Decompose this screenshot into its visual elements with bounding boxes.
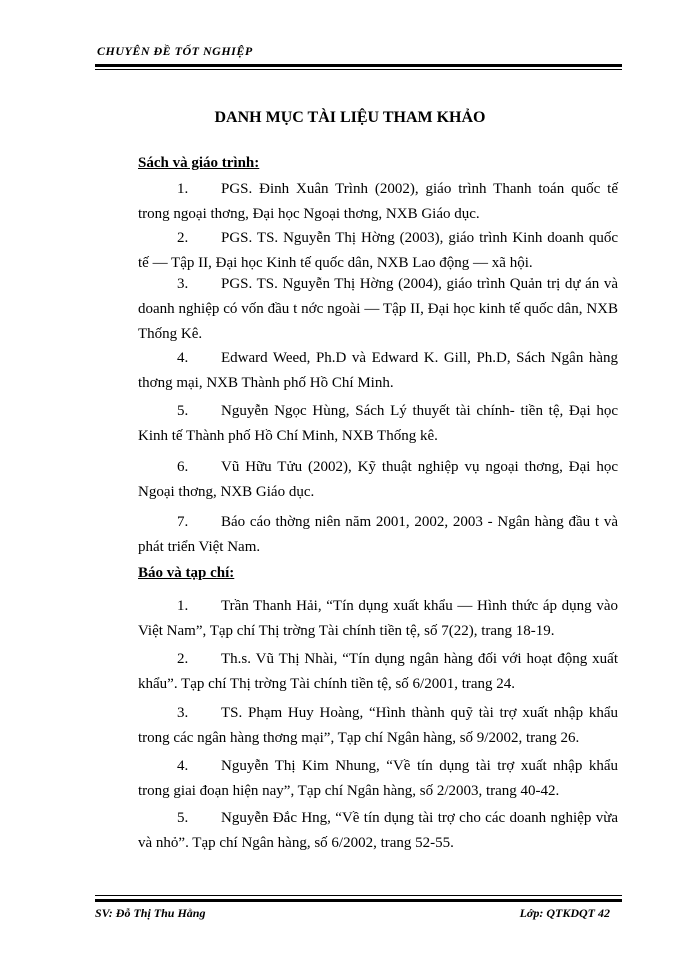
list-item xyxy=(138,177,618,227)
item-text: Edward Weed, Ph.D và Edward K. Gill, Ph.D, Sách Ngân hàng thơng mại, NXB Thành phố Hồ Chí Minh. xyxy=(138,350,618,391)
section-heading-books: Sách và giáo trình: xyxy=(138,155,260,171)
footer-student: SV: Đỗ Thị Thu Hằng xyxy=(95,906,206,920)
item-number: 5. xyxy=(177,810,189,826)
item-number: 4. xyxy=(177,758,189,774)
item-number: 1. xyxy=(177,181,189,197)
item-text: Báo cáo thờng niên năm 2001, 2002, 2003 - Ngân hàng đầu t và phát triển Việt Nam. xyxy=(138,514,618,555)
item-text: Th.s. Vũ Thị Nhài, “Tín dụng ngân hàng đối với hoạt động xuất khẩu”. Tạp chí Thị trờng Tài chính tiền tệ, số 6/2001, trang 24. xyxy=(138,651,618,692)
item-number: 5. xyxy=(177,403,189,419)
list-item xyxy=(138,647,618,697)
list-item xyxy=(138,272,618,347)
section-heading-press: Báo và tạp chí: xyxy=(138,565,235,581)
list-item xyxy=(138,510,618,560)
header-rule-thin xyxy=(95,69,622,70)
list-item xyxy=(138,455,618,505)
item-number: 7. xyxy=(177,514,189,530)
item-number: 2. xyxy=(177,651,189,667)
item-number: 3. xyxy=(177,276,189,292)
page-title: DANH MỤC TÀI LIỆU THAM KHẢO xyxy=(214,109,486,126)
footer-rule-thin xyxy=(95,895,622,896)
item-text: PGS. TS. Nguyễn Thị Hờng (2003), giáo trình Kinh doanh quốc tế — Tập II, Đại học Kinh tế quốc dân, NXB Lao động — xã hội. xyxy=(138,230,618,271)
list-item xyxy=(138,701,618,751)
footer-class: Lớp: QTKDQT 42 xyxy=(519,906,610,920)
list-item xyxy=(138,399,618,449)
header-rule-thick xyxy=(95,64,622,67)
list-item xyxy=(138,754,618,804)
item-text: PGS. Đinh Xuân Trình (2002), giáo trình Thanh toán quốc tế trong ngoại thơng, Đại học Ngoại thơng, NXB Giáo dục. xyxy=(138,181,618,222)
list-item xyxy=(138,594,618,644)
item-number: 1. xyxy=(177,598,189,614)
item-number: 2. xyxy=(177,230,189,246)
list-item xyxy=(138,806,618,856)
item-number: 4. xyxy=(177,350,189,366)
item-number: 6. xyxy=(177,459,189,475)
list-item xyxy=(138,346,618,396)
list-item xyxy=(138,226,618,276)
item-text: TS. Phạm Huy Hoàng, “Hình thành quỹ tài trợ xuất nhập khẩu trong các ngân hàng thơng mại”, Tạp chí Ngân hàng, số 9/2002, trang 26. xyxy=(138,705,618,746)
item-text: Nguyễn Thị Kim Nhung, “Về tín dụng tài trợ xuất nhập khẩu trong giai đoạn hiện nay”, Tạp chí Ngân hàng, số 2/2003, trang 40-42. xyxy=(138,758,618,799)
item-text: Nguyễn Ngọc Hùng, Sách Lý thuyết tài chính- tiền tệ, Đại học Kinh tế Thành phố Hồ Chí Minh, NXB Thống kê. xyxy=(138,403,618,444)
item-text: Nguyễn Đắc Hng, “Về tín dụng tài trợ cho các doanh nghiệp vừa và nhỏ”. Tạp chí Ngân hàng, số 6/2002, trang 52-55. xyxy=(138,810,618,851)
item-text: Vũ Hữu Tửu (2002), Kỹ thuật nghiệp vụ ngoại thơng, Đại học Ngoại thơng, NXB Giáo dục. xyxy=(138,459,618,500)
item-text: PGS. TS. Nguyễn Thị Hờng (2004), giáo trình Quản trị dự án và doanh nghiệp có vốn đầu t nớc ngoài — Tập II, Đại học kinh tế quốc dân, NXB Thống Kê. xyxy=(138,276,618,342)
header-title: CHUYÊN ĐỀ TỐT NGHIỆP xyxy=(97,44,253,58)
footer-rule-thick xyxy=(95,899,622,902)
item-text: Trần Thanh Hải, “Tín dụng xuất khẩu — Hình thức áp dụng vào Việt Nam”, Tạp chí Thị trờng Tài chính tiền tệ, số 7(22), trang 18-19. xyxy=(138,598,618,639)
item-number: 3. xyxy=(177,705,189,721)
